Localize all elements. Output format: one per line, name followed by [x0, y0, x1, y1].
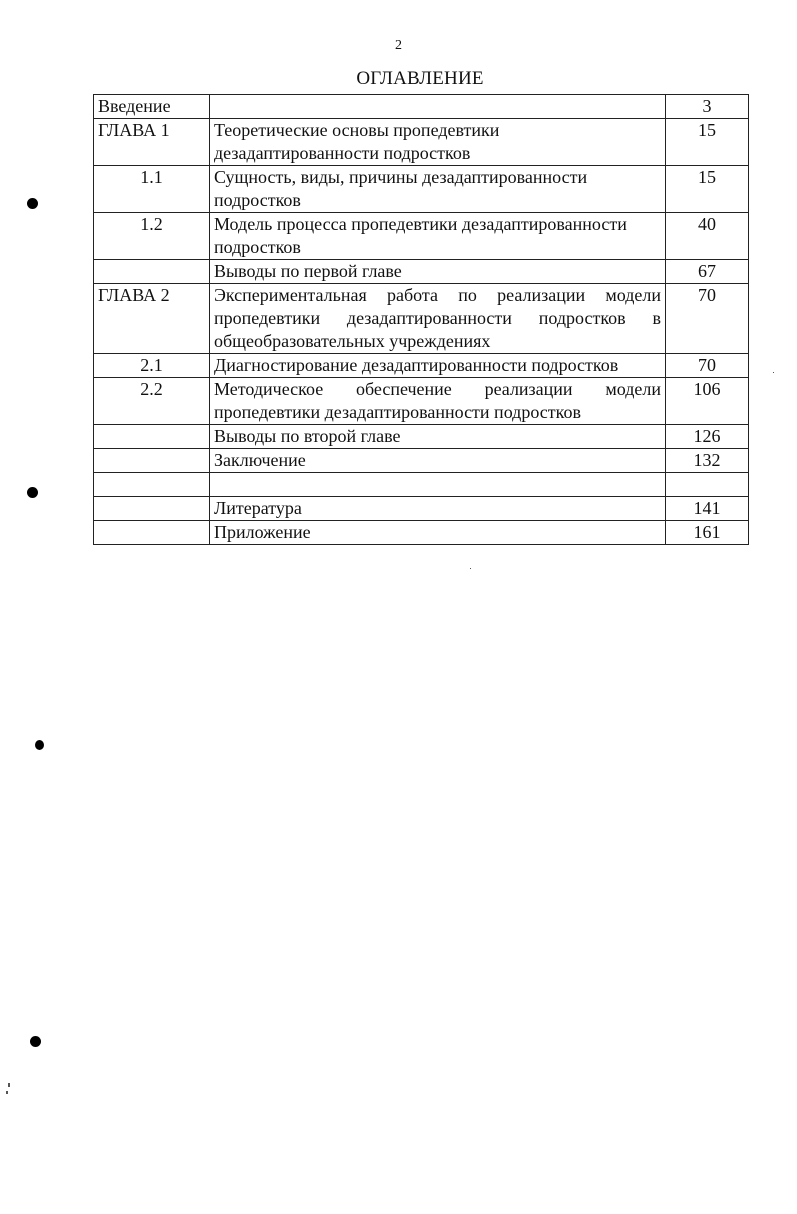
- page-number: 2: [395, 38, 402, 53]
- toc-section-title: [210, 473, 666, 497]
- toc-page-number: 106: [666, 378, 749, 425]
- toc-section-number: [94, 497, 210, 521]
- toc-section-title: Методическое обеспечение реализации модели пропедевтики дезадаптированности подростков: [210, 378, 666, 425]
- toc-section-title: Заключение: [210, 449, 666, 473]
- toc-row-conclusions-1: [94, 260, 749, 284]
- toc-row-literature: [94, 497, 749, 521]
- toc-section-title: Литература: [210, 497, 666, 521]
- punch-hole-mark: [27, 198, 38, 209]
- toc-section-number: [94, 521, 210, 545]
- toc-page-number: 40: [666, 213, 749, 260]
- toc-section-title: Выводы по первой главе: [210, 260, 666, 284]
- toc-row-section-2-1: [94, 354, 749, 378]
- toc-section-title: [210, 95, 666, 119]
- punch-hole-mark: [35, 740, 44, 750]
- toc-page-number: 67: [666, 260, 749, 284]
- toc-section-title: Приложение: [210, 521, 666, 545]
- toc-page-number: [666, 473, 749, 497]
- toc-section-number: 1.1: [94, 166, 210, 213]
- toc-section-title: Экспериментальная работа по реализации модели пропедевтики дезадаптированности подростков в общеобразовательных учреждениях: [210, 284, 666, 354]
- toc-row-conclusion: [94, 449, 749, 473]
- toc-section-number: ГЛАВА 1: [94, 119, 210, 166]
- toc-section-title: Сущность, виды, причины дезадаптированности подростков: [210, 166, 666, 213]
- toc-section-number: 1.2: [94, 213, 210, 260]
- toc-page-number: 70: [666, 284, 749, 354]
- toc-section-number: [94, 260, 210, 284]
- scan-speck: [8, 1083, 10, 1087]
- toc-page-number: 141: [666, 497, 749, 521]
- scan-speck: [773, 372, 774, 373]
- toc-section-title: Теоретические основы пропедевтики дезадаптированности подростков: [210, 119, 666, 166]
- toc-section-title: Выводы по второй главе: [210, 425, 666, 449]
- toc-section-number: [94, 425, 210, 449]
- toc-page-number: 126: [666, 425, 749, 449]
- toc-row-conclusions-2: [94, 425, 749, 449]
- toc-section-number: [94, 449, 210, 473]
- toc-section-number: Введение: [94, 95, 210, 119]
- toc-section-title: Модель процесса пропедевтики дезадаптированности подростков: [210, 213, 666, 260]
- toc-section-number: 2.2: [94, 378, 210, 425]
- toc-section-number: [94, 473, 210, 497]
- toc-section-title: Диагностирование дезадаптированности подростков: [210, 354, 666, 378]
- toc-section-number: ГЛАВА 2: [94, 284, 210, 354]
- toc-row-chapter-1: [94, 119, 749, 166]
- document-title: ОГЛАВЛЕНИЕ: [356, 68, 484, 89]
- scan-speck: [6, 1091, 8, 1094]
- toc-row-appendix: [94, 521, 749, 545]
- toc-page-number: 3: [666, 95, 749, 119]
- punch-hole-mark: [30, 1036, 41, 1047]
- toc-section-number: 2.1: [94, 354, 210, 378]
- punch-hole-mark: [27, 487, 38, 498]
- toc-row-empty: [94, 473, 749, 497]
- toc-row-chapter-2: [94, 284, 749, 354]
- toc-page-number: 15: [666, 119, 749, 166]
- scan-speck: [470, 568, 471, 569]
- toc-row-section-1-1: [94, 166, 749, 213]
- toc-row-section-2-2: [94, 378, 749, 425]
- toc-row-section-1-2: [94, 213, 749, 260]
- toc-row-introduction: [94, 95, 749, 119]
- toc-page-number: 15: [666, 166, 749, 213]
- toc-page-number: 132: [666, 449, 749, 473]
- table-of-contents: [93, 94, 749, 545]
- toc-page-number: 161: [666, 521, 749, 545]
- toc-page-number: 70: [666, 354, 749, 378]
